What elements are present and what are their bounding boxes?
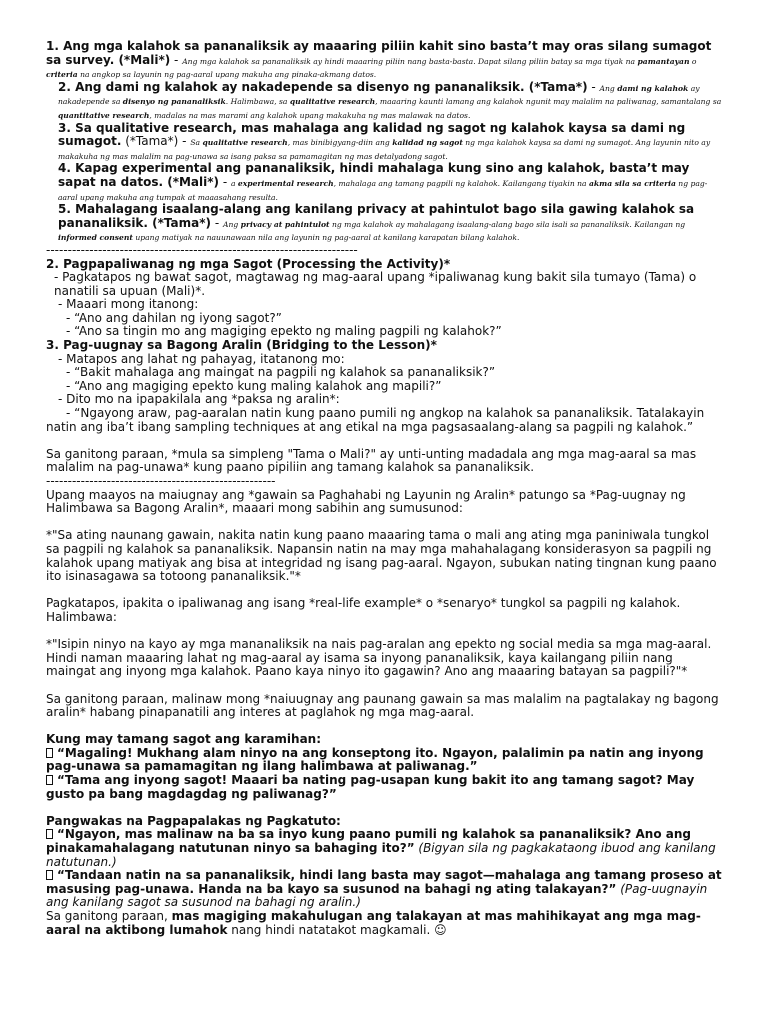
feedback-text: “Magaling! Mukhang alam ninyo na ang konseptong ito. Ngayon, palalimin pa natin ang inyong pag-unawa sa pamamagitan ng ilang halimbawa at paliwanag.” xyxy=(46,745,704,774)
text: upang matiyak na nauunawaan nila ang layunin ng pag-aaral at kanilang karapatan bilang kalahok. xyxy=(132,233,520,243)
paragraph: *"Isipin ninyo na kayo ay mga mananaliksik na nais pag-aralan ang epekto ng social media sa mga mag-aaral. Hindi naman maaaring lahat ng mag-aaral ay isama sa inyong pananaliksik, kaya kailangang piliin nang maingat ang inyong mga kalahok. Paano kaya ninyo ito gagawin? Ano ang maaaring batayan sa pagpili?"* xyxy=(46,637,712,679)
closing-text: “Tandaan natin na sa pananaliksik, hindi lang basta may sagot—mahalaga ang tamang proseso at masusing pag-unawa. Handa na ba kayo sa susunod na bahagi ng ating talakayan?” xyxy=(46,868,722,896)
text: qualitative research xyxy=(289,97,376,107)
question-2-statement: 2. Ang dami ng kalahok ay nakadepende sa disenyo ng pananaliksik. (*Tama*) xyxy=(58,79,588,94)
text: dami ng kalahok xyxy=(617,83,689,93)
text: akma sila sa criteria xyxy=(589,178,676,188)
text: , madalas na mas marami ang kalahok upang makakuha ng mas malawak na datos. xyxy=(149,110,471,120)
question-4-statement: 4. Kapag experimental ang pananaliksik, hindi mahalaga kung sino ang kalahok, basta’t may sapat na datos. (*Mali*) xyxy=(58,161,690,189)
text: pamantayan xyxy=(637,56,690,66)
text: , mas binibigyang-diin ang xyxy=(287,138,393,148)
text: experimental research xyxy=(237,178,334,188)
section-2-question: - “Ano ang dahilan ng iyong sagot?” xyxy=(66,310,282,325)
closing-item xyxy=(46,828,726,869)
question-3-verdict: (*Tama*) xyxy=(121,134,183,149)
question-1-statement: 1. Ang mga kalahok sa pananaliksik ay maaaring piliin kahit sino basta’t may oras silang sumagot sa survey. (*Mali*) xyxy=(46,39,712,67)
question-2 xyxy=(46,81,726,122)
closing-item xyxy=(46,869,726,910)
section-3-quote: - “Ngayong araw, pag-aaralan natin kung paano pumili ng angkop na kalahok sa pananaliksik. Tatalakayin natin ang iba’t ibang sampling techniques at ang etikal na mga pagsasaalang-alang sa pagpili ng kalahok.” xyxy=(46,406,705,434)
text: ng pag-aaral upang makuha ang tumpak at maaasahang resulta. xyxy=(58,178,708,202)
paragraph: *"Sa ating naunang gawain, nakita natin kung paano maaaring tama o mali ang ating mga paniniwala tungkol sa pagpili ng kalahok sa pananaliksik. Napansin natin na may mga mahahalagang konsiderasyon sa pagpili ng kalahok upang matiyak ang bisa at integridad ng isang pag-aaral. Ngayon, subukan nating tingnan kung paano ito isinasagawa sa totoong pananaliksik."* xyxy=(46,528,717,584)
closing-note: (Pag-uugnayin ang kanilang sagot sa susunod na bahagi ng aralin.) xyxy=(46,881,708,910)
question-5 xyxy=(46,203,726,244)
section-5-title: Pangwakas na Pagpapalakas ng Pagkatuto: xyxy=(46,813,341,828)
section-3-title: 3. Pag-uugnay sa Bagong Aralin (Bridging to the Lesson)* xyxy=(46,338,437,353)
section-2-line: - Pagkatapos ng bawat sagot, magtawag ng mag-aaral upang *ipaliwanag kung bakit sila tumayo (Tama) o nanatili sa upuan (Mali)*. xyxy=(54,270,697,298)
section-2-title: 2. Pagpapaliwanag ng mga Sagot (Processing the Activity)* xyxy=(46,256,451,271)
text: o xyxy=(689,56,697,66)
section-3-question: - “Bakit mahalaga ang maingat na pagpili ng kalahok sa pananaliksik?” xyxy=(66,365,496,380)
text: Ang xyxy=(599,83,618,93)
text: criteria xyxy=(46,70,78,80)
text: ay nakadepende sa xyxy=(58,83,700,107)
section-3-line: - Dito mo na ipapakilala ang *paksa ng aralin*: xyxy=(58,392,340,407)
separator: - xyxy=(170,52,183,67)
feedback-item xyxy=(46,774,726,801)
section-2-line: - Maaari mong itanong: xyxy=(58,297,199,312)
text: Ang xyxy=(222,219,241,229)
text: . Halimbawa, sa xyxy=(225,97,290,107)
text: informed consent xyxy=(58,233,133,243)
paragraph: Sa ganitong paraan, malinaw mong *naiuugnay ang paunang gawain sa mas malalim na pagtalakay ng bagong aralin* habang pinapanatili ang interes at paglahok ng mga mag-aaral. xyxy=(46,691,719,720)
separator: - xyxy=(587,79,600,94)
section-4-title: Kung may tamang sagot ang karamihan: xyxy=(46,732,322,747)
question-3-statement: 3. Sa qualitative research, mas mahalaga ang kalidad ng sagot ng kalahok kaysa sa dami ng sumagot. xyxy=(58,120,686,149)
feedback-text: “Tama ang inyong sagot! Maaari ba nating pag-usapan kung bakit ito ang tamang sagot? May gusto pa bang magdagdag ng paliwanag?” xyxy=(46,773,695,801)
text: kalidad ng sagot xyxy=(392,138,463,148)
question-3 xyxy=(46,122,726,163)
text: ng mga kalahok ay mahalagang isaalang-alang bago sila isali sa pananaliksik. Kailangan ng xyxy=(329,219,686,229)
bullet-icon xyxy=(46,775,53,785)
separator: - xyxy=(182,134,191,149)
text: na angkop sa layunin ng pag-aaral upang makuha ang pinaka-akmang datos. xyxy=(77,70,377,80)
text: , mahalaga ang tamang pagpili ng kalahok. Kailangang tiyakin na xyxy=(333,178,589,188)
section-3-line: - Matapos ang lahat ng pahayag, itatanong mo: xyxy=(58,351,345,366)
text: Ang mga kalahok sa pananaliksik ay hindi maaaring piliin nang basta-basta. Dapat silang piliin batay sa mga tiyak na xyxy=(182,56,638,66)
question-1 xyxy=(46,40,726,81)
text: , maaaring kaunti lamang ang kalahok ngunit may malalim na paliwanag, samantalang sa xyxy=(375,97,722,107)
paragraph: Pagkatapos, ipakita o ipaliwanag ang isang *real-life example* o *senaryo* tungkol sa pagpili ng kalahok. Halimbawa: xyxy=(46,596,681,624)
text: Sa ganitong paraan, xyxy=(46,909,172,923)
section-3-question: - “Ano ang magiging epekto kung maling kalahok ang mapili?” xyxy=(66,378,442,393)
paragraph: Upang maayos na maiugnay ang *gawain sa Paghahabi ng Layunin ng Aralin* patungo sa *Pag-uugnay ng Halimbawa sa Bagong Aralin*, maaari mong sabihin ang sumusunod: xyxy=(46,487,686,516)
text: mas magiging makahulugan ang talakayan at mas mahihikayat ang mga mag-aaral na aktibong lumahok xyxy=(46,909,701,937)
text: nang hindi natatakot magkamali. xyxy=(227,922,435,937)
separator: - xyxy=(211,215,223,230)
feedback-item xyxy=(46,747,726,774)
divider: ----------------------------------------------------- xyxy=(46,475,276,488)
text: disenyo ng pananaliksik xyxy=(122,97,226,107)
question-4 xyxy=(46,162,726,203)
bullet-icon xyxy=(46,829,53,839)
question-5-statement: 5. Mahalagang isaalang-alang ang kanilang privacy at pahintulot bago sila gawing kalahok sa pananaliksik. (*Tama*) xyxy=(58,202,695,230)
bullet-icon xyxy=(46,748,53,758)
paragraph: Sa ganitong paraan, *mula sa simpleng "Tama o Mali?" ay unti-unting madadala ang mga mag-aaral sa mas malalim na pag-unawa* kung paano pipiliin ang tamang kalahok sa pananaliksik. xyxy=(46,446,697,475)
text: privacy at pahintulot xyxy=(240,219,330,229)
closing-text: “Ngayon, mas malinaw na ba sa inyo kung paano pumili ng kalahok sa pananaliksik? Ano ang pinakamahalagang natutunan ninyo sa bahaging ito?” xyxy=(46,827,691,856)
closing-note: (Bigyan sila ng pagkakataong ibuod ang kanilang natutunan.) xyxy=(46,841,716,869)
closing-paragraph xyxy=(46,910,726,937)
smiley-icon: ☺ xyxy=(434,922,447,937)
divider: ------------------------------------------------------------------------ xyxy=(46,243,358,257)
text: Sa xyxy=(190,138,203,148)
text: quantitative research xyxy=(58,110,150,120)
text: qualitative research xyxy=(202,138,288,148)
text: a xyxy=(230,178,238,188)
bullet-icon xyxy=(46,870,53,880)
text: ng mga kalahok kaysa sa dami ng sumagot. Ang layunin nito ay makakuha ng mas malalim na pag-unawa sa isang paksa sa pamamagitan ng mas detalyadong sagot. xyxy=(58,138,711,161)
separator: - xyxy=(219,174,231,189)
section-2-question: - “Ano sa tingin mo ang magiging epekto ng maling pagpili ng kalahok?” xyxy=(66,324,502,339)
